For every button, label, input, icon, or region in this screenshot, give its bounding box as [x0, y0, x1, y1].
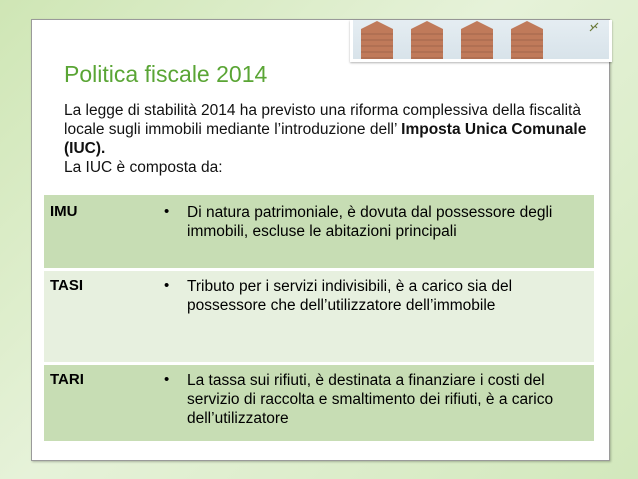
bullet-icon: •	[164, 277, 170, 294]
tax-table	[44, 195, 594, 441]
slide-title: Politica fiscale 2014	[64, 61, 268, 87]
battlement-merlon	[411, 29, 443, 59]
tree-branch-icon	[589, 22, 599, 32]
table-row	[44, 363, 594, 441]
castle-battlements-photo	[350, 20, 612, 62]
battlement-merlon	[461, 29, 493, 59]
tax-description: Di natura patrimoniale, è dovuta dal possessore degli immobili, escluse le abitazioni principali	[187, 204, 553, 240]
row-divider	[44, 268, 594, 271]
intro-text-followup: La IUC è composta da:	[64, 159, 223, 176]
table-row	[44, 269, 594, 363]
tax-name: IMU	[50, 203, 78, 220]
tax-description: La tassa sui rifiuti, è destinata a finanziare i costi del servizio di raccolta e smaltimento dei rifiuti, è a carico dell’utilizzatore	[187, 372, 554, 427]
table-row	[44, 195, 594, 269]
bullet-icon: •	[164, 371, 170, 388]
tax-name: TARI	[50, 371, 84, 388]
battlement-merlon	[361, 29, 393, 59]
tax-name: TASI	[50, 277, 84, 294]
tax-description: Tributo per i servizi indivisibili, è a carico sia del possessore che dell’utilizzatore dell’immobile	[187, 278, 513, 314]
intro-bold-text: Imposta Unica Comunale (IUC).	[64, 121, 587, 157]
battlement-merlon	[511, 29, 543, 59]
intro-text: La legge di stabilità 2014 ha previsto una riforma complessiva della fiscalità locale sugli immobili mediante l’introduzione dell’	[64, 102, 581, 138]
row-divider	[44, 362, 594, 365]
bullet-icon: •	[164, 203, 170, 220]
intro-paragraph	[64, 101, 604, 177]
